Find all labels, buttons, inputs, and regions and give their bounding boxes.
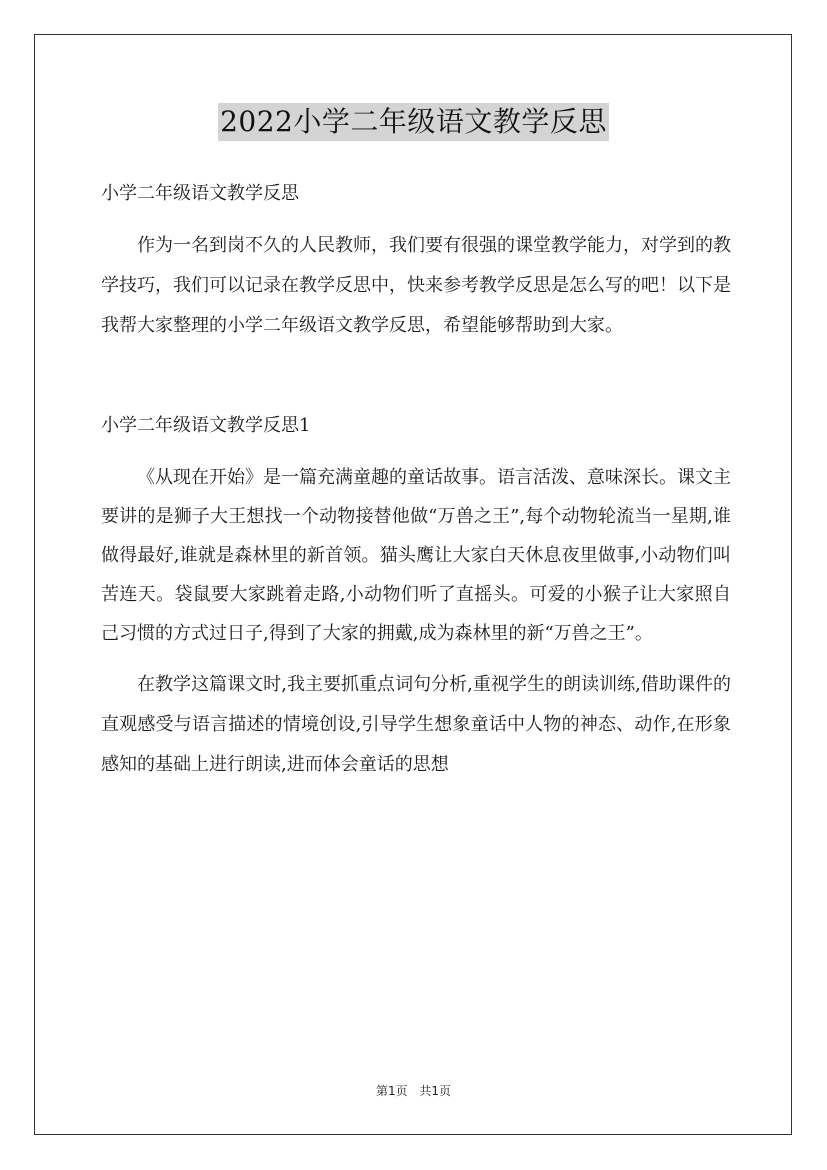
section1-paragraph-2: 在教学这篇课文时,我主要抓重点词句分析,重视学生的朗读训练,借助课件的直观感受与语言描述的情境创设,引导学生想象童话中人物的神态、动作,在形象感知的基础上进行朗读,进而体会童话的思想: [101, 674, 731, 775]
document-body: [101, 176, 731, 785]
section1-heading: 小学二年级语文教学反思1: [101, 415, 311, 436]
page-footer: [0, 1082, 827, 1099]
title-container: [0, 103, 827, 141]
page-number-total: 共1页: [419, 1084, 452, 1098]
intro-paragraph: 作为一名到岗不久的人民教师，我们要有很强的课堂教学能力，对学到的教学技巧，我们可以记录在教学反思中，快来参考教学反思是怎么写的吧！以下是我帮大家整理的小学二年级语文教学反思，希望能够帮助到大家。: [101, 235, 731, 336]
section1-paragraph-1: 《从现在开始》是一篇充满童趣的童话故事。语言活泼、意味深长。课文主要讲的是狮子大王想找一个动物接替他做“万兽之王”,每个动物轮流当一星期,谁做得最好,谁就是森林里的新首领。猫头鹰让大家白天休息夜里做事,小动物们叫苦连天。袋鼠要大家跳着走路,小动物们听了直摇头。可爱的小猴子让大家照自己习惯的方式过日子,得到了大家的拥戴,成为森林里的新“万兽之王”。: [101, 467, 731, 644]
document-title: 2022小学二年级语文教学反思: [218, 103, 609, 141]
section-spacer: [101, 346, 731, 408]
intro-heading: 小学二年级语文教学反思: [101, 183, 299, 204]
page-number-current: 第1页: [375, 1084, 408, 1098]
